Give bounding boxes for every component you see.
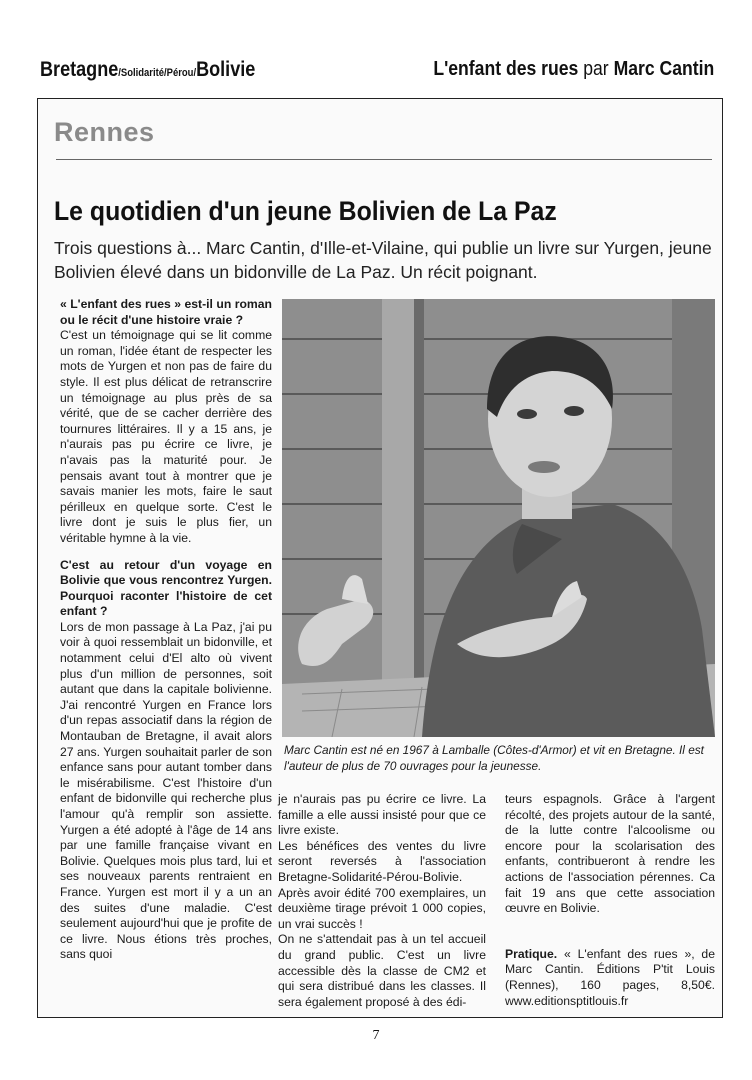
photo-caption: Marc Cantin est né en 1967 à Lamballe (Côtes-d'Armor) et vit en Bretagne. Il est l'auteur de plus de 70 ouvrages pour la jeunesse. bbox=[284, 743, 704, 773]
press-clipping bbox=[37, 98, 723, 1018]
article-lead: Trois questions à... Marc Cantin, d'Ille-et-Vilaine, qui publie un livre sur Yurgen, jeune Bolivien élevé dans un bidonville de La Paz. Un récit poignant. bbox=[54, 238, 712, 282]
article-column-2 bbox=[278, 792, 486, 1010]
practical-label: Pratique. bbox=[505, 946, 558, 961]
header-author: Marc Cantin bbox=[613, 58, 714, 80]
answer-2-part-1: Lors de mon passage à La Paz, j'ai pu voir à quoi ressemblait un bidonville, et notamment celui d'El alto où vivent plus d'un million de personnes, soit autant que dans la capitale bolivienne. J'ai rencontré Yurgen en France lors d'un repas associatif dans la région de Montauban de Bretagne, il avait alors 27 ans. Yurgen souhaitait parler de son enfance sans pour autant tomber dans le misérabilisme. C'est l'histoire d'un enfant de bidonville qui recherche plus l'amour qu'à remplir son assiette. Yurgen a été adopté à l'âge de 14 ans par une famille française vivant en Bolivie. Quelques mois plus tard, lui et ses nouveaux parents rentraient en France. Yurgen est mort il y a un an des suites d'une maladie. C'est seulement aujourd'hui que je profite de ce livre. Nous étions très proches, sans quoi bbox=[60, 619, 272, 962]
city-rule bbox=[56, 159, 712, 160]
practical-info bbox=[505, 947, 715, 1009]
article-title: Le quotidien d'un jeune Bolivien de La Paz bbox=[54, 196, 557, 226]
header-subregion: /Solidarité/Pérou/ bbox=[118, 67, 197, 79]
question-1: « L'enfant des rues » est-il un roman ou le récit d'une histoire vraie ? bbox=[60, 297, 272, 327]
page-number: 7 bbox=[372, 1028, 380, 1043]
city-heading: Rennes bbox=[54, 117, 155, 147]
article-column-3 bbox=[505, 792, 715, 1009]
question-2: C'est au retour d'un voyage en Bolivie que vous rencontrez Yurgen. Pourquoi raconter l'histoire de cet enfant ? bbox=[60, 557, 272, 619]
page-header bbox=[40, 58, 714, 86]
header-book-name: L'enfant des rues bbox=[433, 58, 579, 80]
header-country: Bolivie bbox=[196, 58, 256, 81]
article-column-1 bbox=[60, 297, 272, 963]
header-section-label bbox=[40, 58, 255, 82]
answer-1: C'est un témoignage qui se lit comme un roman, l'idée étant de respecter les mots de Yurgen et non pas de faire du style. Il est plus délicat de retranscrire un témoignage au plus près de sa vérité, que de se cacher derrière des tournures littéraires. Il y a 15 ans, je n'aurais pas pu écrire ce livre, je n'avais pas la maturité pour. Je pensais avant tout à montrer que je savais manier les mots, faire le saut périlleux en quelque sorte. C'est le livre dont je suis le plus fier, un véritable hymne à la vie. bbox=[60, 328, 272, 545]
paragraph-editeurs: teurs espagnols. Grâce à l'argent récolté, des projets autour de la santé, de la lutte contre l'alcoolisme ou encore pour la scolarisation des enfants, contribueront à rendre les actions de l'association pérennes. Ca fait 19 ans que cette association œuvre en Bolivie. bbox=[505, 792, 715, 916]
paragraph-public: On ne s'attendait pas à un tel accueil du grand public. C'est un livre accessible dès la classe de CM2 et qui sera distribué dans les classes. Il sera également proposé à des édi- bbox=[278, 932, 486, 1009]
practical-text: « L'enfant des rues », de Marc Cantin. Éditions P'tit Louis (Rennes), 160 pages, 8,50€. www.editionsptitlouis.fr bbox=[505, 946, 715, 1008]
answer-2-part-2: je n'aurais pas pu écrire ce livre. La famille a elle aussi insisté pour que ce livre existe. bbox=[278, 792, 486, 838]
paragraph-tirage: Après avoir édité 700 exemplaires, un deuxième tirage prévoit 1 000 copies, un vrai succès ! bbox=[278, 885, 486, 931]
paragraph-benefices: Les bénéfices des ventes du livre seront reversés à l'association Bretagne-Solidarité-Pérou-Bolivie. bbox=[278, 838, 486, 884]
header-by: par bbox=[578, 58, 614, 80]
header-book-title bbox=[433, 58, 714, 81]
author-photo bbox=[282, 299, 715, 737]
header-region: Bretagne bbox=[40, 58, 119, 81]
